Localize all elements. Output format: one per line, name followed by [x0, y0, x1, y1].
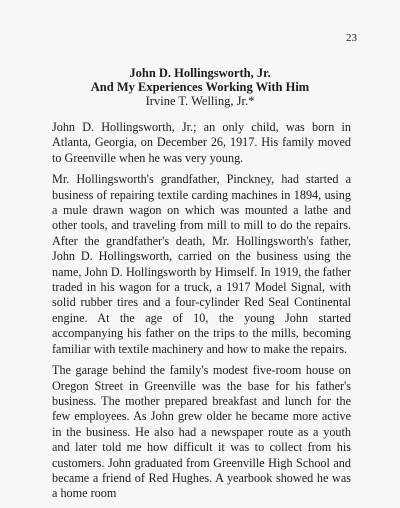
- article-body: [52, 120, 351, 508]
- paragraph: The garage behind the family's modest five-room house on Oregon Street in Greenville was the base for his father's business. The mother prepared breakfast and lunch for the few employees. As John grew older he became more active in the business. He also had a newspaper route as a youth and later told me how difficult it was to collect from his customers. John graduated from Greenville High School and became a friend of Red Hughes. A yearbook showed he was a home room: [52, 363, 351, 501]
- article-title-line-1: John D. Hollingsworth, Jr.: [129, 66, 271, 80]
- page-number: 23: [346, 32, 357, 44]
- article-author: Irvine T. Welling, Jr.*: [145, 94, 255, 108]
- article-heading: [0, 66, 400, 108]
- paragraph: John D. Hollingsworth, Jr.; an only child, was born in Atlanta, Georgia, on December 26, 1917. His family moved to Greenville when he was very young.: [52, 120, 351, 165]
- paragraph: Mr. Hollingsworth's grandfather, Pinckney, had started a business of repairing textile carding machines in 1894, using a mule drawn wagon on which was mounted a lathe and other tools, and traveling from mill to mill to do the repairs. After the grandfather's death, Mr. Hollingsworth's father, John D. Hollingsworth, carried on the business using the name, John D. Hollingsworth by Himself. In 1919, the father traded in his wagon for a truck, a 1917 Model Signal, with solid rubber tires and a four-cylinder Red Seal Continental engine. At the age of 10, the young John started accompanying his father on the trips to the mills, becoming familiar with textile machinery and how to make the repairs.: [52, 172, 351, 356]
- article-title-line-2: And My Experiences Working With Him: [90, 80, 310, 94]
